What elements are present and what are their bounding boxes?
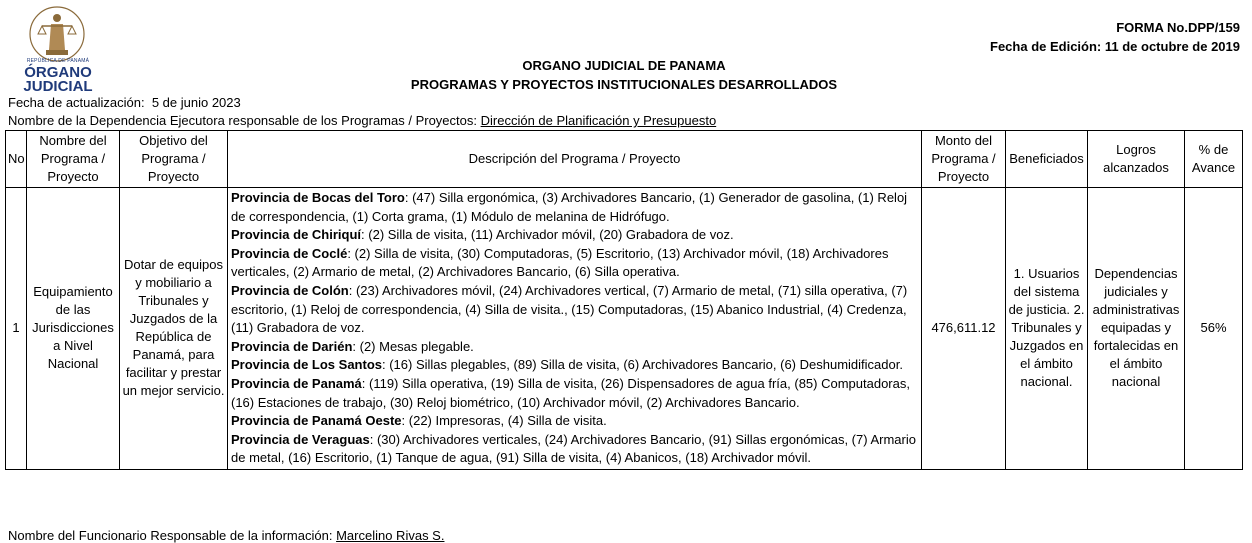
header-progress: % de Avance — [1185, 131, 1243, 188]
province-items: : (47) Silla ergonómica, (3) Archivadores Bancario, (1) Generador de gasolina, (1) Reloj de correspondencia, (1) Corta grama, (1) Módulo de melanina de Hidrófugo. — [231, 190, 908, 224]
update-date-value: 5 de junio 2023 — [151, 95, 241, 110]
province-items: : (2) Silla de visita, (30) Computadoras, (5) Escritorio, (13) Archivador móvil, (18) Archivadores verticales, (2) Armario de metal, (2) Archivadores Bancario, (6) Silla operativa. — [231, 245, 889, 280]
cell-description — [228, 188, 922, 470]
table-header-row — [6, 131, 1243, 188]
province-darien — [231, 338, 918, 357]
document-title: PROGRAMAS Y PROYECTOS INSTITUCIONALES DESARROLLADOS — [410, 77, 838, 92]
province-veraguas — [231, 431, 918, 468]
dependency-label: Nombre de la Dependencia Ejecutora responsable de los Programas / Proyectos: — [8, 113, 477, 128]
province-name: Provincia de Darién — [231, 338, 353, 354]
province-colon — [231, 282, 918, 338]
province-items: : (2) Mesas plegable. — [352, 338, 474, 354]
cell-beneficiaries: 1. Usuarios del sistema de justicia. 2. Tribunales y Juzgados en el ámbito nacional. — [1006, 188, 1088, 470]
cell-progress: 56% — [1185, 188, 1243, 470]
responsible-label: Nombre del Funcionario Responsable de la información: — [8, 528, 333, 543]
update-date-label: Fecha de actualización: — [8, 95, 145, 110]
province-name: Provincia de Colón — [231, 282, 349, 298]
logo-country-text: REPÚBLICA DE PANAMÁ — [26, 58, 90, 64]
cell-objective: Dotar de equipos y mobiliario a Tribunales y Juzgados de la República de Panamá, para facilitar y prestar un mejor servicio. — [120, 188, 228, 470]
province-name: Provincia de Panamá Oeste — [231, 413, 402, 429]
programs-table — [5, 130, 1243, 470]
logo-name-text: ÓRGANO JUDICIAL — [23, 64, 93, 95]
province-items: : (30) Archivadores verticales, (24) Archivadores Bancario, (91) Sillas ergonómicas, (7) Armario de metal, (16) Escritorio, (1) Tanque de agua, (91) Silla de visita, (4) Abanicos, (18) Archivador móvil. — [231, 431, 916, 466]
province-panama-oeste — [231, 412, 918, 431]
header-achievements: Logros alcanzados — [1088, 131, 1185, 188]
header-objective: Objetivo del Programa / Proyecto — [120, 131, 228, 188]
responsible-official-line — [8, 528, 444, 543]
header-name: Nombre del Programa / Proyecto — [27, 131, 120, 188]
province-items: : (23) Archivadores móvil, (24) Archivadores vertical, (7) Armario de metal, (71) silla operativa, (7) escritorio, (1) Reloj de correspondencia, (4) Silla de visita., (15) Computadoras, (15) Abanico Industrial, (4) Credenza, (11) Grabadora de voz. — [231, 282, 908, 336]
cell-achievements: Dependencias judiciales y administrativas equipadas y fortalecidas en el ámbito nacional — [1088, 188, 1185, 470]
dependency-value: Dirección de Planificación y Presupuesto — [480, 113, 717, 128]
dependency-line — [8, 113, 716, 128]
header-no: No — [6, 131, 27, 188]
province-name: Provincia de Bocas del Toro — [231, 190, 405, 205]
province-items: : (16) Sillas plegables, (89) Silla de visita, (6) Archivadores Bancario, (6) Deshumidificador. — [382, 357, 903, 373]
table-row — [6, 188, 1243, 470]
cell-amount: 476,611.12 — [922, 188, 1006, 470]
header-beneficiaries: Beneficiados — [1006, 131, 1088, 188]
province-name: Provincia de Veraguas — [231, 431, 370, 447]
province-items: : (2) Silla de visita, (11) Archivador móvil, (20) Grabadora de voz. — [361, 227, 734, 243]
update-date-line — [8, 95, 241, 110]
province-name: Provincia de Coclé — [231, 245, 348, 261]
header-amount: Monto del Programa / Proyecto — [922, 131, 1006, 188]
province-name: Provincia de Panamá — [231, 375, 362, 391]
province-bocas-del-toro — [231, 189, 918, 226]
justice-statue-icon — [16, 4, 98, 64]
form-number: FORMA No.DPP/159 — [1116, 20, 1240, 35]
province-cocle — [231, 245, 918, 282]
responsible-name: Marcelino Rivas S. — [336, 528, 445, 543]
province-items: : (119) Silla operativa, (19) Silla de visita, (26) Dispensadores de agua fría, (85) Computadoras, (16) Estaciones de trabajo, (30) Reloj biométrico, (10) Archivador móvil, (2) Archivadores Bancario. — [231, 375, 910, 410]
header-description: Descripción del Programa / Proyecto — [228, 131, 922, 188]
province-name: Provincia de Chiriquí — [231, 227, 362, 243]
province-items: : (22) Impresoras, (4) Silla de visita. — [401, 413, 607, 429]
province-panama — [231, 375, 918, 412]
cell-no: 1 — [6, 188, 27, 470]
province-name: Provincia de Los Santos — [231, 357, 382, 373]
edition-date: Fecha de Edición: 11 de octubre de 2019 — [990, 39, 1240, 54]
province-los-santos — [231, 356, 918, 375]
province-chiriqui — [231, 226, 918, 245]
organization-title: ORGANO JUDICIAL DE PANAMA — [522, 58, 726, 73]
cell-name: Equipamiento de las Jurisdicciones a Nivel Nacional — [27, 188, 120, 470]
